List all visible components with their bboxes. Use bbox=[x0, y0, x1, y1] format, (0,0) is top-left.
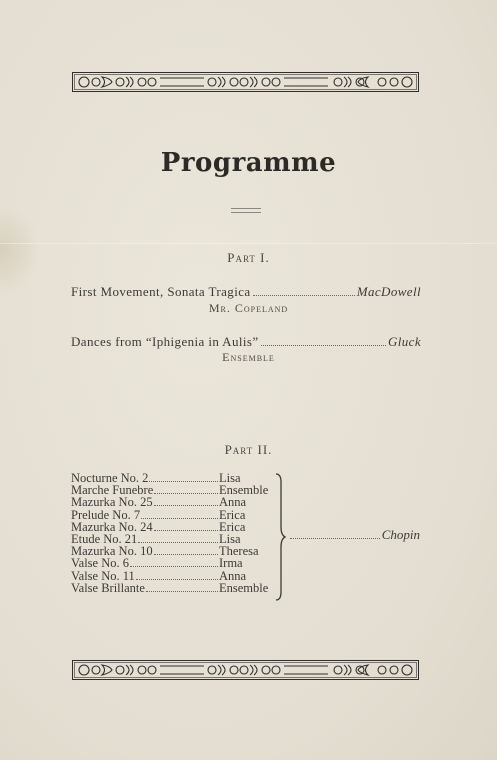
part1-heading: Part I. bbox=[227, 250, 270, 265]
performer-name: Lisa bbox=[219, 471, 241, 485]
paper-crease bbox=[0, 243, 497, 244]
piece-title: Etude No. 21 bbox=[71, 531, 138, 546]
leader-dots bbox=[130, 566, 218, 567]
piece-title: Mazurka No. 25 bbox=[71, 495, 153, 510]
part2-composer-line bbox=[290, 527, 420, 543]
performer-name: Ensemble bbox=[219, 580, 269, 595]
leader-dots bbox=[136, 579, 218, 580]
leader-dots bbox=[154, 530, 218, 531]
part1-performer-2: Ensemble bbox=[222, 350, 275, 364]
composer-name: Gluck bbox=[387, 334, 421, 349]
bottom-ornamental-border bbox=[72, 660, 419, 680]
programme-title: Programme bbox=[160, 148, 337, 178]
list-item bbox=[71, 582, 281, 594]
top-ornamental-border bbox=[72, 72, 419, 92]
list-item bbox=[71, 509, 281, 521]
performer-name: Theresa bbox=[219, 544, 259, 559]
leader-dots bbox=[138, 542, 218, 543]
leader-dots bbox=[290, 538, 380, 539]
leader-dots bbox=[141, 518, 218, 519]
composer-name: Chopin bbox=[381, 527, 420, 542]
piece-title: Valse No. 6 bbox=[71, 556, 129, 571]
leader-dots bbox=[149, 481, 218, 482]
piece-title: Marche Funebre bbox=[71, 483, 154, 498]
leader-dots bbox=[154, 505, 218, 506]
piece-title: Nocturne No. 2 bbox=[71, 471, 149, 485]
leader-dots bbox=[154, 554, 218, 555]
title-rule bbox=[231, 208, 261, 213]
piece-title: Valse Brillante bbox=[71, 580, 145, 595]
piece-title: Dances from “Iphigenia in Aulis” bbox=[71, 334, 259, 349]
piece-title: Mazurka No. 10 bbox=[71, 544, 153, 559]
performer-name: Anna bbox=[219, 495, 247, 510]
performer-name: Irma bbox=[219, 556, 243, 571]
composer-name: MacDowell bbox=[356, 284, 421, 299]
leader-dots bbox=[154, 493, 218, 494]
piece-title: Valse No. 11 bbox=[71, 568, 135, 583]
part1-item-1 bbox=[71, 284, 421, 300]
leader-dots bbox=[146, 591, 218, 592]
performer-name: Erica bbox=[219, 519, 246, 534]
part2-heading: Part II. bbox=[224, 442, 273, 457]
part1-item-2 bbox=[71, 334, 421, 350]
leader-dots bbox=[261, 345, 386, 346]
part1-performer-1: Mr. Copeland bbox=[208, 301, 289, 315]
list-item bbox=[71, 570, 281, 582]
performer-name: Anna bbox=[219, 568, 247, 583]
curly-brace bbox=[274, 472, 286, 602]
list-item bbox=[71, 557, 281, 569]
piece-title: First Movement, Sonata Tragica bbox=[71, 284, 251, 299]
part2-list bbox=[71, 472, 281, 594]
performer-name: Lisa bbox=[219, 531, 241, 546]
performer-name: Erica bbox=[219, 507, 246, 522]
piece-title: Mazurka No. 24 bbox=[71, 519, 153, 534]
performer-name: Ensemble bbox=[219, 483, 269, 498]
list-item bbox=[71, 496, 281, 508]
piece-title: Prelude No. 7 bbox=[71, 507, 141, 522]
leader-dots bbox=[253, 295, 355, 296]
